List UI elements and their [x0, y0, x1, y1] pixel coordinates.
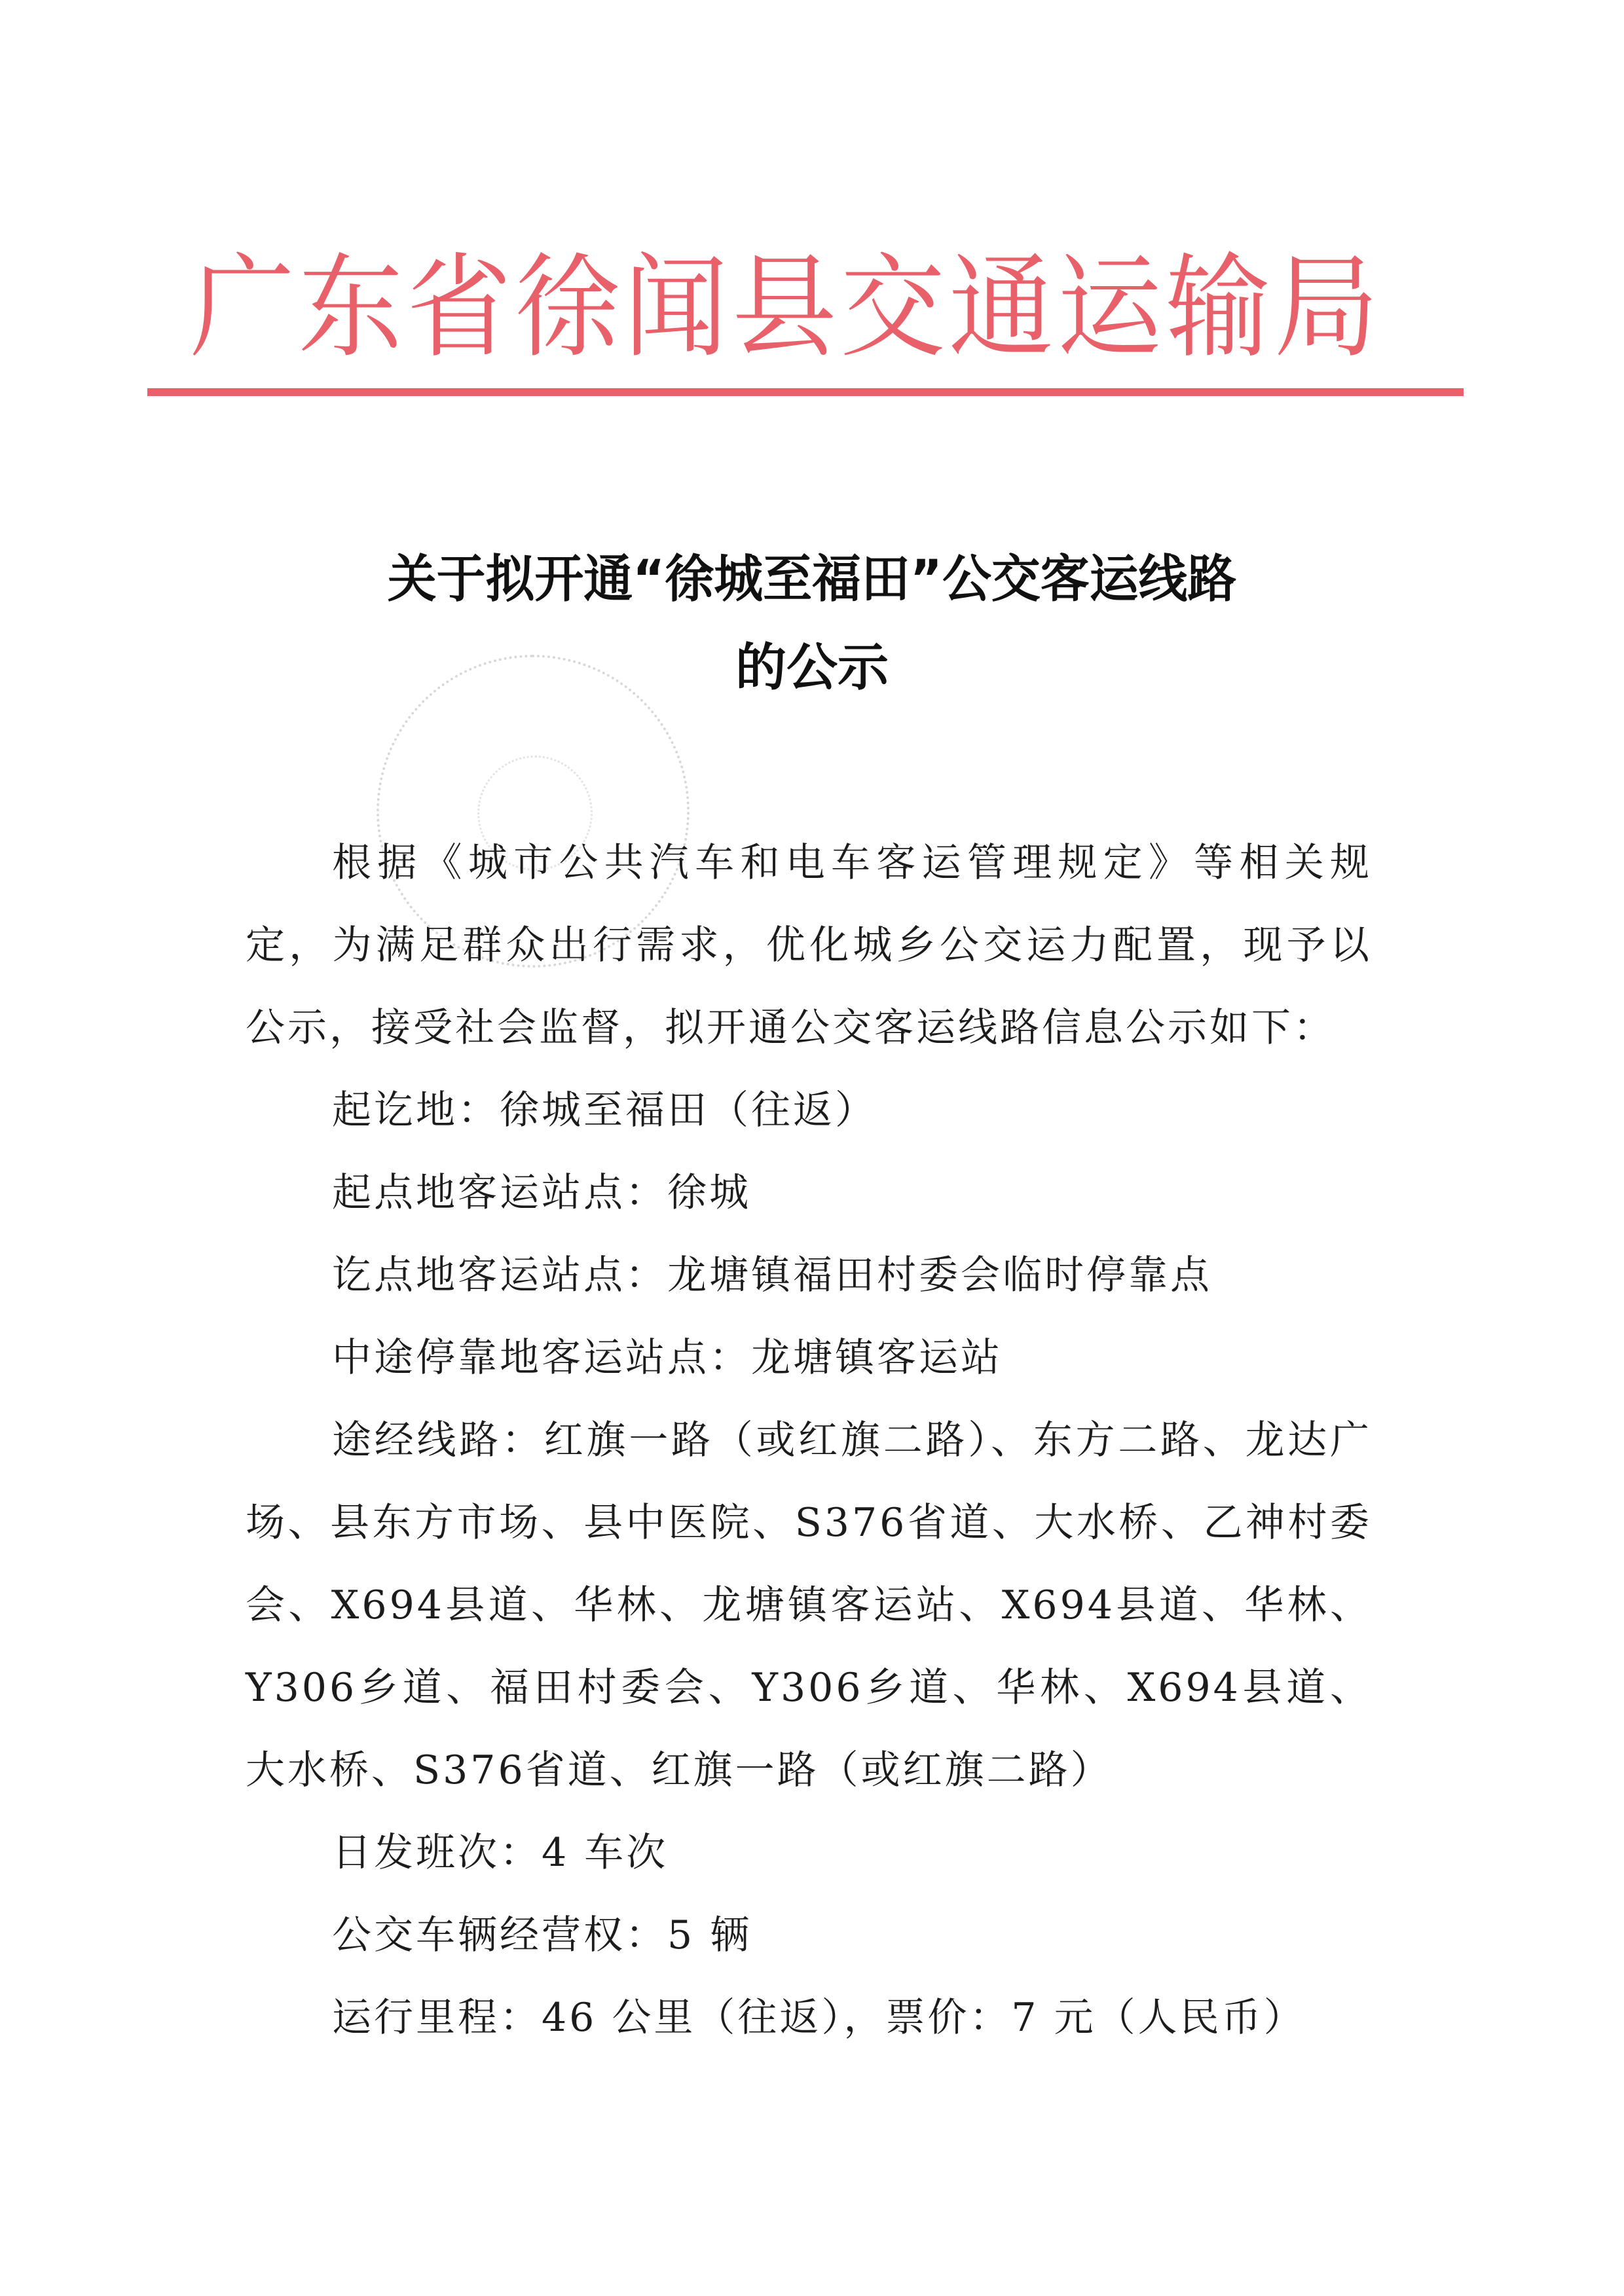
field-label: 运行里程： — [332, 1995, 542, 2041]
field-daily-trips — [246, 1812, 1372, 1894]
field-mileage-fare — [246, 1977, 1372, 2059]
field-start-station — [246, 1152, 1372, 1234]
field-label: 起点地客运站点： — [332, 1170, 667, 1216]
field-midway-station — [246, 1317, 1372, 1399]
field-vehicle-rights — [246, 1894, 1372, 1977]
route-value: 红旗一路（或红旗二路）、东方二路、龙达广场、县东方市场、县中医院、S376省道、大水桥、乙神村委会、X694县道、华林、龙塘镇客运站、X694县道、华林、Y306乡道、福田村委会、Y306乡道、华林、X694县道、大水桥、S376省道、红旗一路（或红旗二路） — [246, 1417, 1372, 1793]
agency-letterhead: 广东省徐闻县交通运输局 — [190, 242, 1382, 373]
field-value: 龙塘镇客运站 — [751, 1335, 1003, 1381]
notice-title-line2: 的公示 — [735, 638, 889, 697]
field-value: 4 车次 — [542, 1830, 669, 1876]
field-label: 公交车辆经营权： — [332, 1912, 667, 1958]
field-value: 龙塘镇福田村委会临时停靠点 — [667, 1252, 1212, 1298]
field-label: 日发班次： — [332, 1830, 542, 1876]
field-value: 46 公里（往返），票价：7 元（人民币） — [542, 1995, 1306, 2041]
field-label: 讫点地客运站点： — [332, 1252, 667, 1298]
route-paragraph — [246, 1399, 1372, 1812]
field-value: 徐城 — [667, 1170, 751, 1216]
notice-body — [246, 822, 1372, 2059]
letterhead-red-rule — [147, 388, 1464, 396]
field-end-station — [246, 1234, 1372, 1317]
field-value: 徐城至福田（往返） — [500, 1087, 877, 1133]
field-label: 起讫地： — [332, 1087, 500, 1133]
field-label: 中途停靠地客运站点： — [332, 1335, 751, 1381]
route-label: 途经线路： — [332, 1417, 544, 1463]
field-origin-destination — [246, 1069, 1372, 1152]
intro-paragraph: 根据《城市公共汽车和电车客运管理规定》等相关规定，为满足群众出行需求，优化城乡公交运力配置，现予以公示，接受社会监督，拟开通公交客运线路信息公示如下： — [246, 840, 1372, 1051]
field-value: 5 辆 — [667, 1912, 752, 1958]
notice-title-line1: 关于拟开通“徐城至福田”公交客运线路 — [387, 550, 1237, 609]
